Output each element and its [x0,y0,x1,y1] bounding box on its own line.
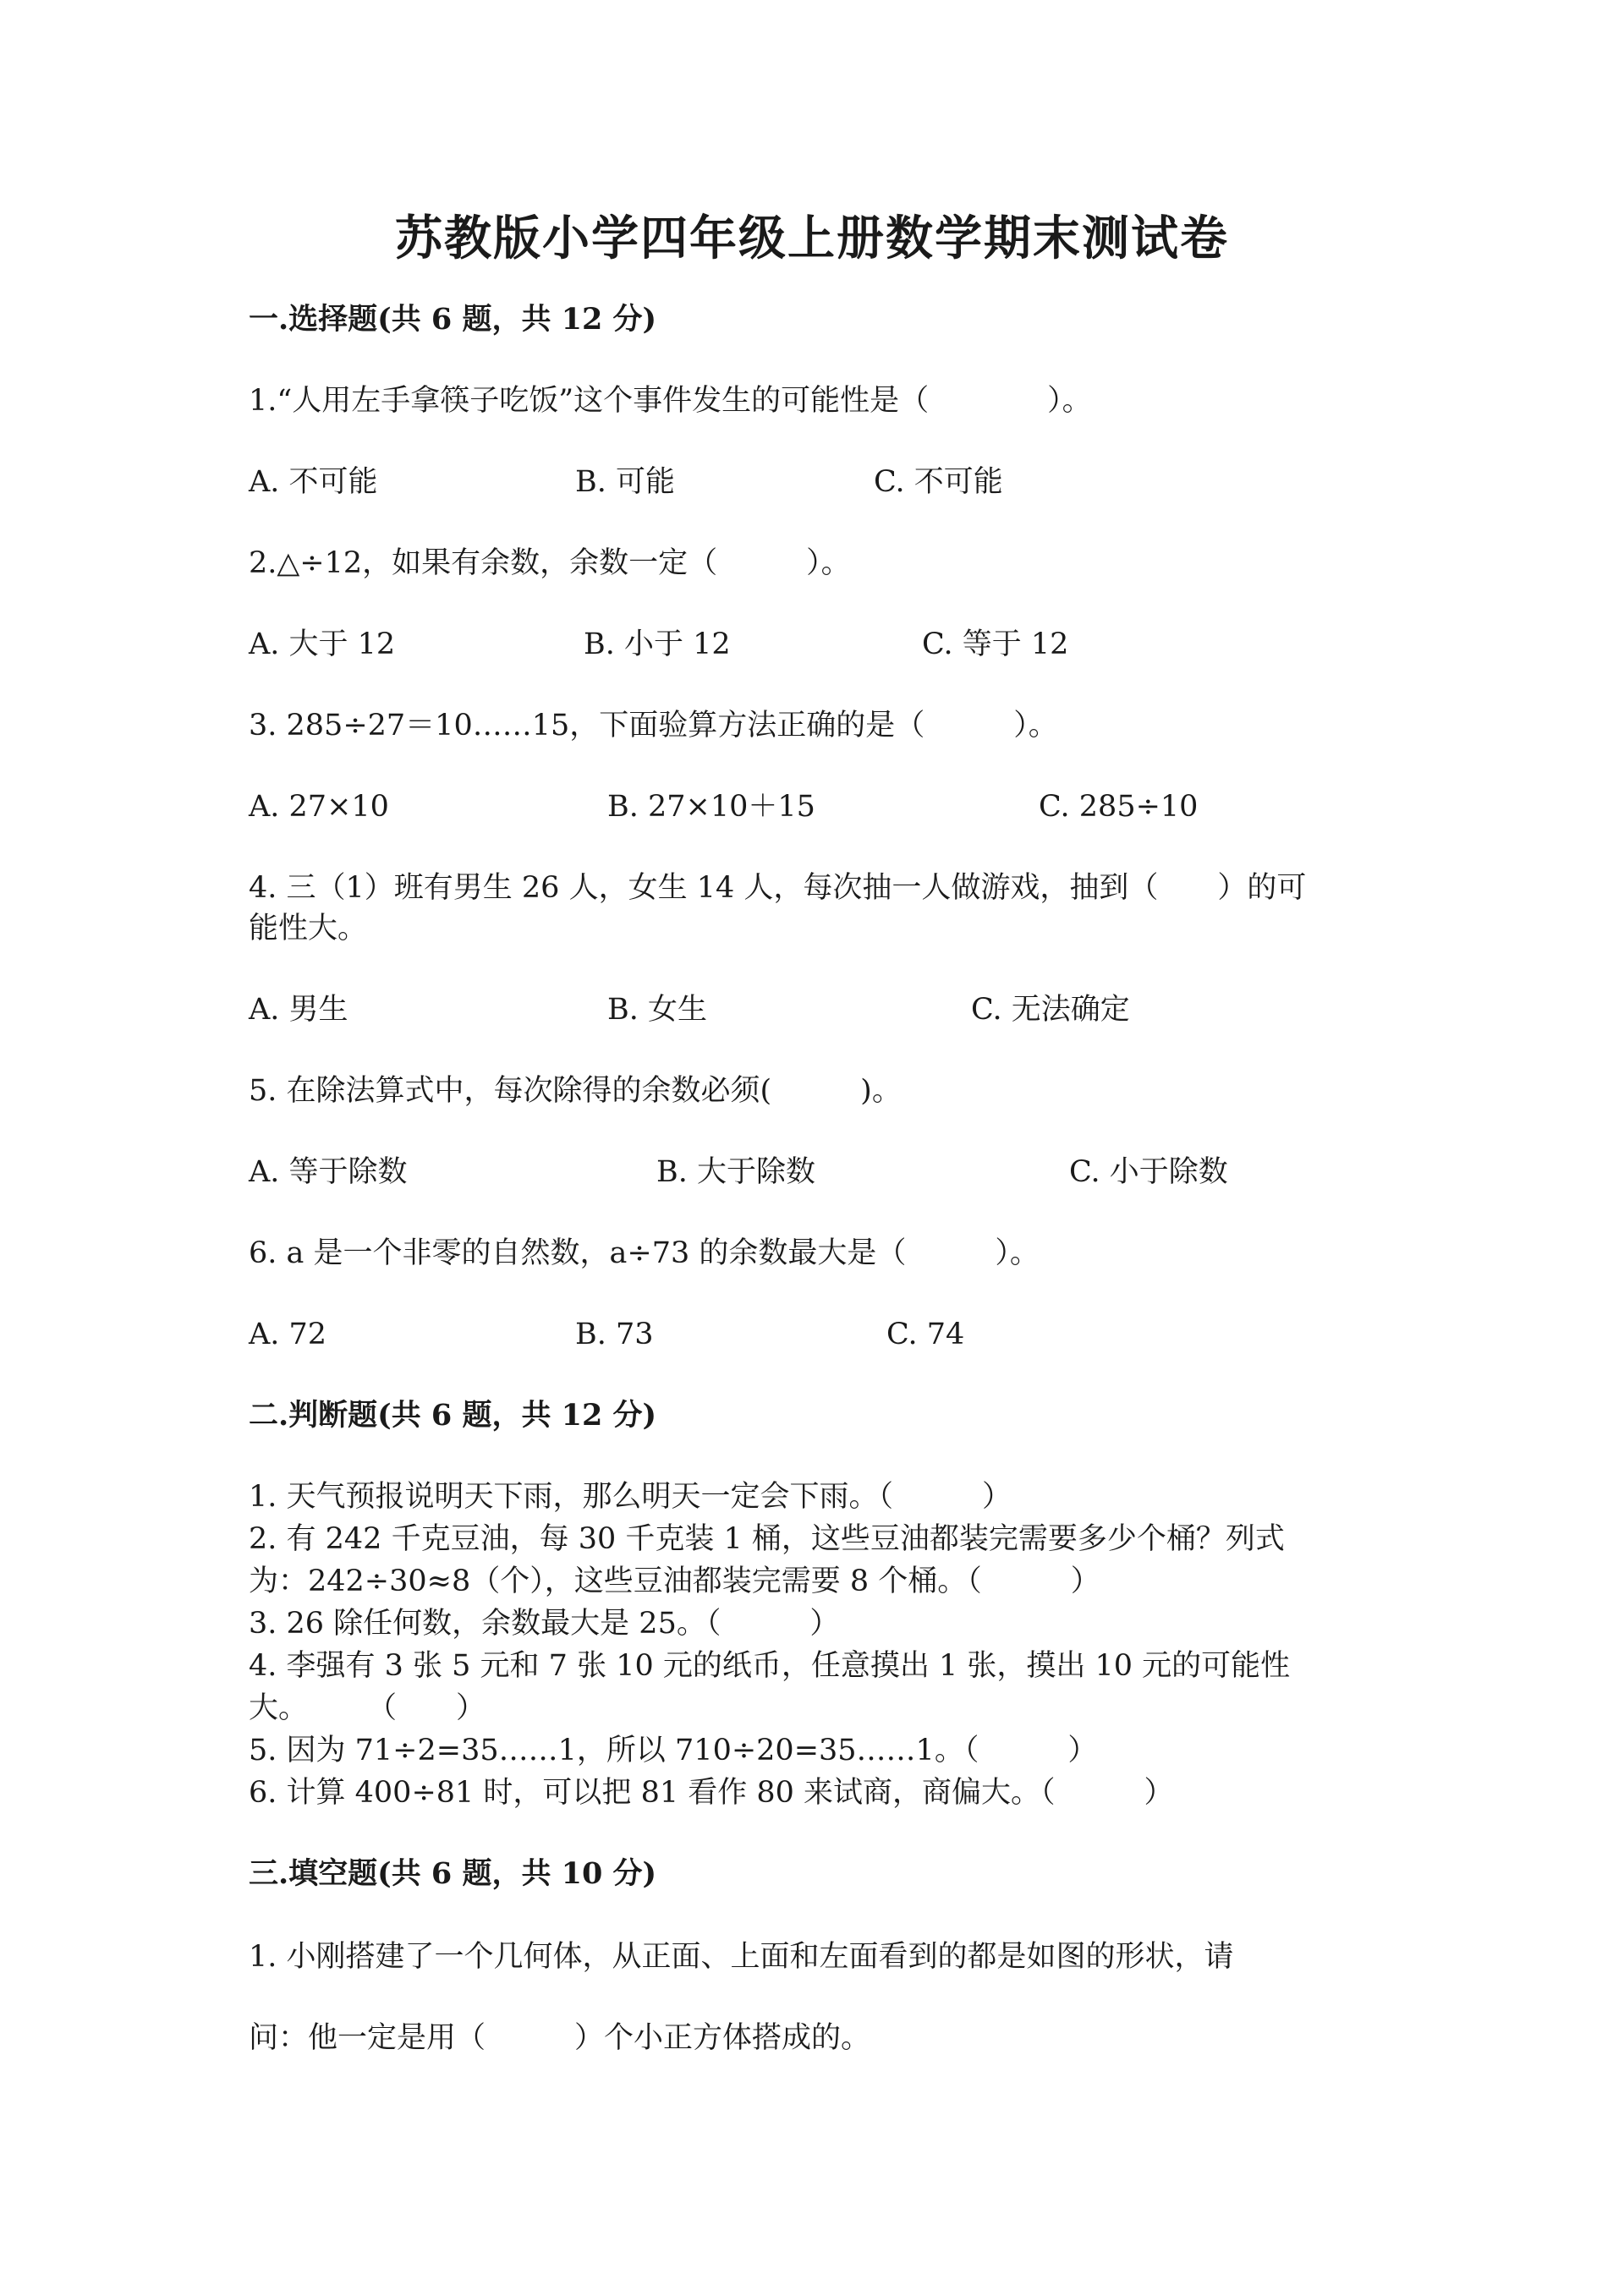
question-stem: 6. a 是一个非零的自然数，a÷73 的余数最大是（ ）。 [249,1236,1040,1270]
option-a: A. 男生 [249,993,348,1027]
question-stem: 1.“人用左手拿筷子吃饭”这个事件发生的可能性是（ ）。 [249,384,1092,418]
fill-blank-line: 问：他一定是用（ ）个小正方体搭成的。 [249,2021,871,2055]
question-stem-continued: 能性大。 [249,912,368,945]
judgment-line: 2. 有 242 千克豆油，每 30 千克装 1 桶，这些豆油都装完需要多少个桶？列式 [249,1522,1285,1556]
option-b: B. 可能 [575,465,675,499]
judgment-line: 1. 天气预报说明天下雨，那么明天一定会下雨。（ ） [249,1480,1012,1514]
question-stem: 3. 285÷27＝10……15，下面验算方法正确的是（ ）。 [249,709,1058,743]
option-c: C. 等于 12 [922,627,1069,661]
option-b: B. 小于 12 [584,627,731,661]
judgment-line: 为：242÷30≈8（个），这些豆油都装完需要 8 个桶。（ ） [249,1564,1100,1598]
question-stem: 4. 三（1）班有男生 26 人，女生 14 人，每次抽一人做游戏，抽到（ ）的可 [249,871,1307,905]
option-c: C. 无法确定 [971,993,1130,1027]
option-a: A. 27×10 [249,790,389,824]
option-c: C. 小于除数 [1069,1155,1228,1189]
option-b: B. 大于除数 [656,1155,815,1189]
judgment-line: 3. 26 除任何数，余数最大是 25。（ ） [249,1607,840,1641]
option-b: B. 27×10＋15 [607,790,815,824]
option-a: A. 不可能 [249,465,378,499]
judgment-line: 5. 因为 71÷2=35……1，所以 710÷20=35……1。（ ） [249,1734,1098,1767]
fill-blank-line: 1. 小刚搭建了一个几何体，从正面、上面和左面看到的都是如图的形状，请 [249,1940,1234,1974]
option-a: A. 等于除数 [249,1155,408,1189]
judgment-line: 大。 （ ） [249,1691,486,1725]
question-stem: 5. 在除法算式中，每次除得的余数必须( )。 [249,1074,902,1108]
page-title: 苏教版小学四年级上册数学期末测试卷 [395,211,1229,266]
judgment-line: 4. 李强有 3 张 5 元和 7 张 10 元的纸币，任意摸出 1 张，摸出 10 元的可能性 [249,1649,1291,1683]
option-c: C. 285÷10 [1039,790,1199,824]
option-b: B. 女生 [607,993,707,1027]
section-heading-judgment: 二.判断题(共 6 题，共 12 分) [249,1398,657,1433]
judgment-line: 6. 计算 400÷81 时，可以把 81 看作 80 来试商，商偏大。（ ） [249,1776,1174,1810]
option-a: A. 大于 12 [249,627,396,661]
option-b: B. 73 [575,1318,654,1351]
option-c: C. 不可能 [874,465,1003,499]
option-a: A. 72 [249,1318,327,1351]
question-stem: 2.△÷12，如果有余数，余数一定（ ）。 [249,546,851,580]
section-heading-choice: 一.选择题(共 6 题，共 12 分) [249,302,657,337]
option-c: C. 74 [886,1318,965,1351]
section-heading-fill-blank: 三.填空题(共 6 题，共 10 分) [249,1856,657,1891]
